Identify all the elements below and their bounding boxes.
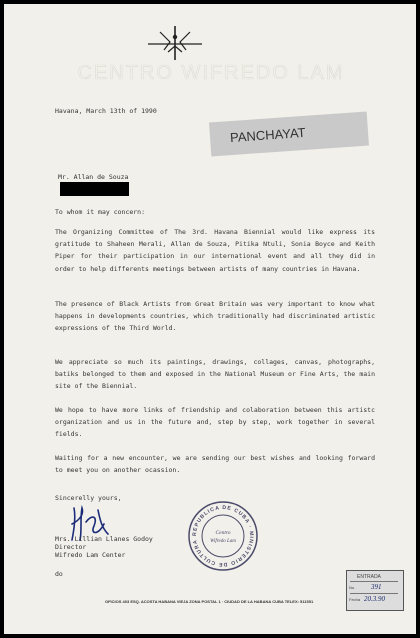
letterhead-footer: OFICIOS 403 ESQ. ACOSTA HABANA VIEJA ZONA POSTAL 1 · CIUDAD DE LA HABANA CUBA TELEX: 511551 (105, 599, 314, 604)
panchayat-stamp-text: PANCHAYAT (229, 124, 307, 146)
sender-org: Wifredo Lam Center (55, 551, 126, 559)
ministry-seal (187, 500, 259, 572)
svg-text:REPUBLICA DE CUBA · MINISTERIO (192, 505, 254, 567)
paragraph-1: The Organizing Committee of The 3rd. Havana Biennial would like express its gratitude to Shaheen Merali, Allan de Souza, Pitika Ntuli, Sonia Boyce and Keith Piper for their participation in our international event and all they did in order to help differents meetings between artists of many countries in Havana. (55, 228, 375, 273)
redaction-bar (60, 182, 129, 196)
sender-name: Mrs. Lillian Llanes Godoy (55, 535, 153, 543)
paragraph-2: The presence of Black Artists from Great Britain was very important to know what happens in developments countries, which traditionally had discriminated artistic expressions of the Third World. (55, 300, 375, 333)
seal-inner-top: Centro (215, 530, 231, 536)
register-header: ENTRADA (357, 574, 381, 580)
register-date: 20.3.90 (364, 595, 385, 603)
paragraph-3: We appreciate so much its paintings, drawings, collages, canvas, photographs, batiks belonged to them and exposed in the National Museum or Fine Arts, the main site of the Biennial. (55, 358, 375, 391)
date-line: Havana, March 13th of 1990 (55, 107, 157, 115)
seal-inner-bottom: Wifredo Lam (210, 539, 236, 544)
centro-logo-icon (144, 24, 206, 62)
panchayat-stamp (209, 112, 369, 157)
paragraph-4: We hope to have more links of friendship and colaboration between this artistc organization and us in the future and, step by step, work together in several fields. (55, 406, 375, 439)
register-date-label: Fecha (349, 597, 361, 602)
recipient-name: Mr. Allan de Souza (58, 173, 129, 181)
register-number: 391 (371, 583, 382, 591)
register-no-label: No. (349, 585, 356, 590)
salutation: To whom it may concern: (55, 208, 146, 216)
letter-page (4, 4, 416, 634)
typist-initials: do (55, 570, 63, 578)
paragraph-5: Waiting for a new encounter, we are sending our best wishes and looking forward to meet you on another ocassion. (55, 454, 375, 475)
letterhead-brand: CENTRO WIFREDO LAM (77, 62, 345, 84)
sender-title: Director (55, 543, 87, 551)
seal-outer-text: REPUBLICA DE CUBA · MINISTERIO DE CULTURA (191, 504, 255, 568)
register-stamp (346, 570, 404, 611)
closing: Sincerelly yours, (55, 494, 122, 502)
